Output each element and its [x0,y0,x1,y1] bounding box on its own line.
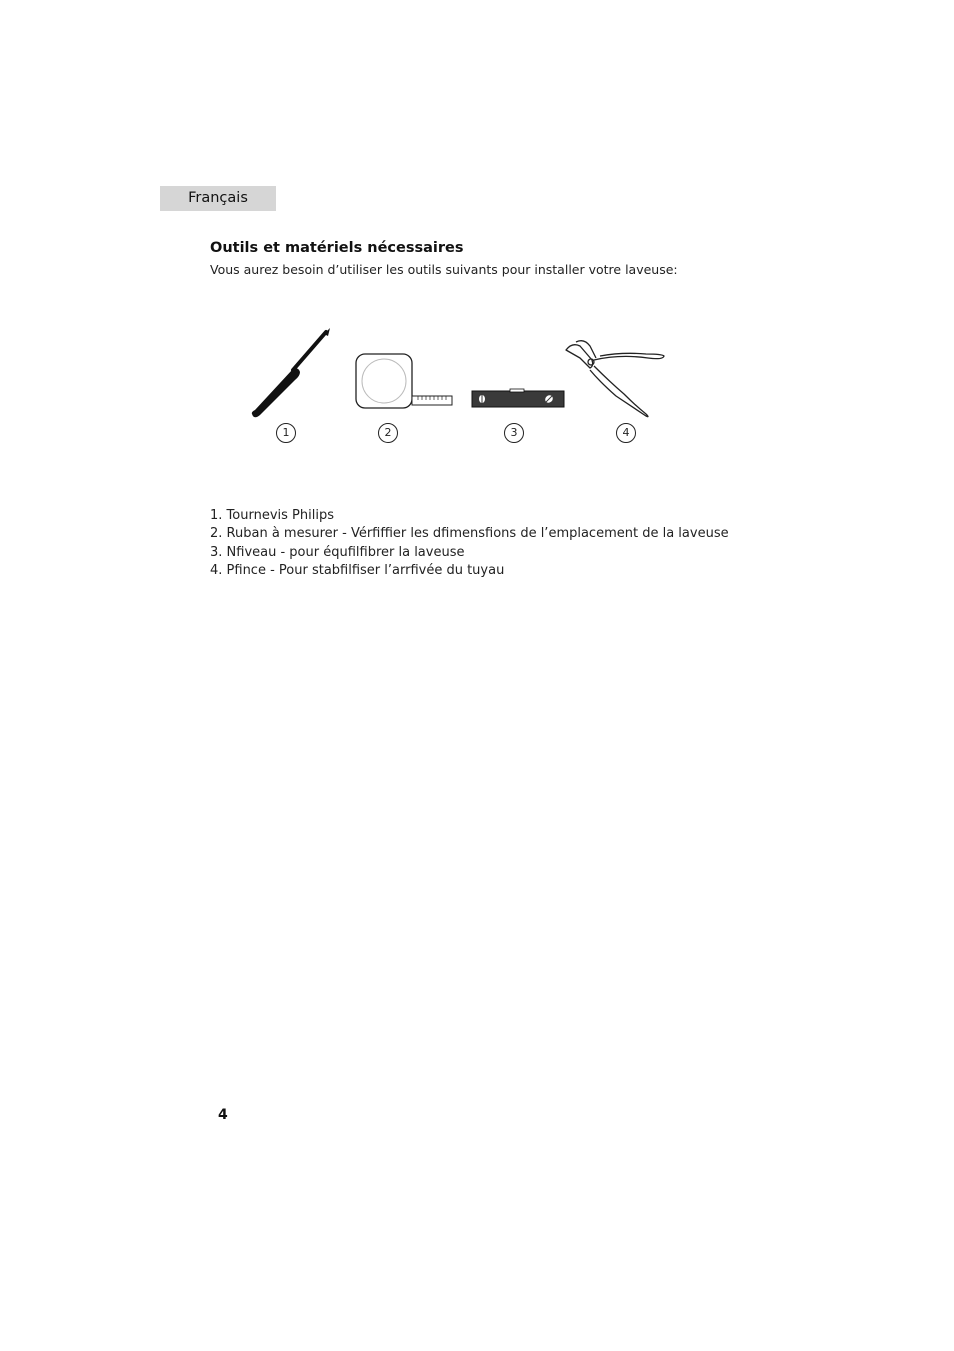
list-item: 1. Tournevis Philips [210,508,334,523]
tools-illustration [240,320,680,450]
tape-measure-icon [356,354,452,408]
language-tab: Français [160,186,276,211]
pliers-icon [566,341,664,417]
tools-list [210,507,729,580]
list-item: 4. Pfince - Pour stabfilfiser l’arrfivée du tuyau [210,562,505,578]
tool-number-3: 3 [504,423,524,443]
list-item: 3. Nfiveau - pour équfilfibrer la laveuse [210,544,465,560]
tool-number-1: 1 [276,423,296,443]
tool-number-4: 4 [616,423,636,443]
level-icon [472,389,564,407]
section-intro: Vous aurez besoin d’utiliser les outils suivants pour installer votre laveuse: [210,262,678,277]
screwdriver-icon [252,328,330,417]
tool-number-2: 2 [378,423,398,443]
section-title: Outils et matériels nécessaires [210,240,464,256]
page-number: 4 [218,1107,228,1123]
tools-figure [240,320,680,450]
list-item: 2. Ruban à mesurer - Vérfiffier les dfimensfions de l’emplacement de la laveuse [210,526,729,542]
